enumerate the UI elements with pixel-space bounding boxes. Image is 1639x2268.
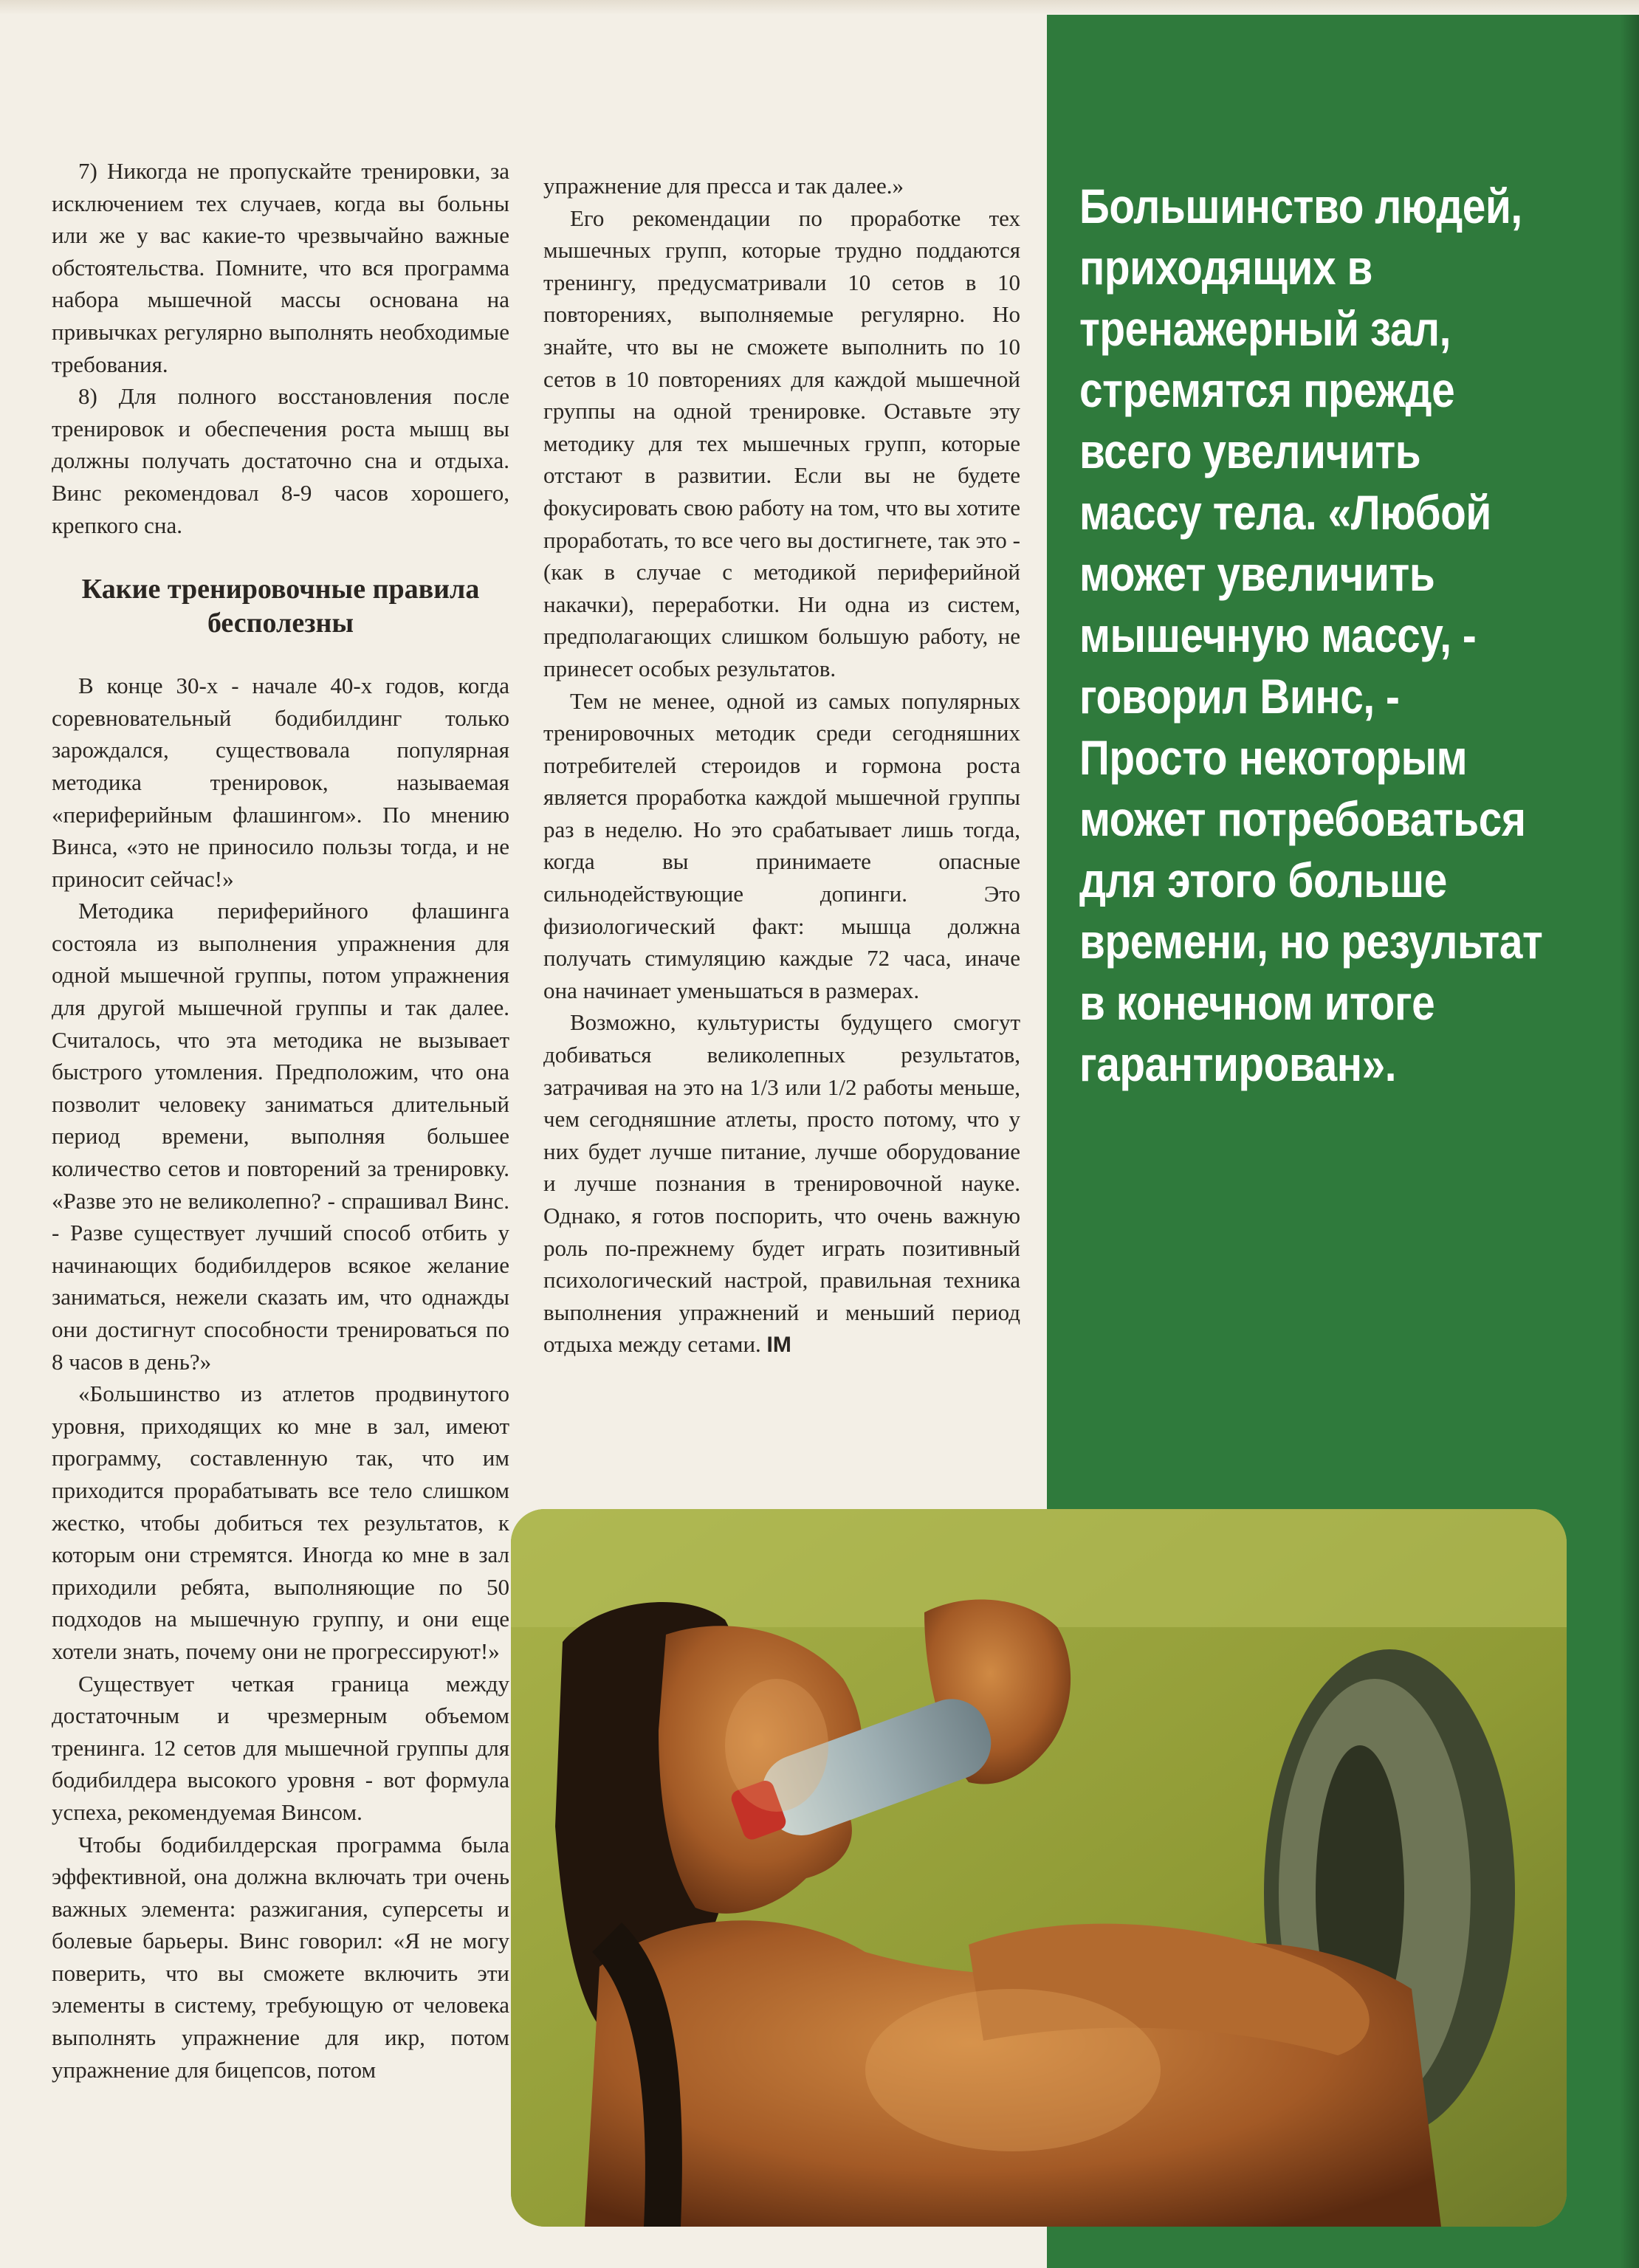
left-text-column	[52, 155, 509, 2086]
paragraph: 8) Для полного восстановления после тренировок и обеспечения роста мышц вы должны получать достаточно сна и отдыха. Винс рекомендовал 8-9 часов хорошего, крепкого сна.	[52, 383, 509, 538]
paragraph-text: Возможно, культуристы будущего смогут добиваться великолепных результатов, затрачивая на это на 1/3 или 1/2 работы меньше, чем сегодняшние атлеты, просто потому, что у них будет лучше питание, лучше оборудование и лучше познания в тренировочной науке. Однако, я готов поспорить, что очень важную роль по-прежнему будет играть позитивный психологический настрой, правильная техника выполнения упражнений и меньший период отдыха между сетами.	[543, 1009, 1020, 1358]
paragraph: Существует четкая граница между достаточным и чрезмерным объемом тренинга. 12 сетов для мышечной группы для бодибилдера высокого уровня - вот формула успеха, рекомендуемая Винсом.	[52, 1670, 509, 1825]
paragraph: «Большинство из атлетов продвинутого уровня, приходящих ко мне в зал, имеют программу, составленную так, что им приходится прорабатывать все тело слишком жестко, чтобы добиться тех результатов, к которым они стремятся. Иногда ко мне в зал приходили ребята, выполняющие по 50 подходов на мышечную группу, и они еще хотели знать, почему они не прогрессируют!»	[52, 1381, 509, 1664]
middle-text-column	[543, 170, 1020, 1361]
paragraph	[543, 1006, 1020, 1361]
scan-edge	[0, 0, 1639, 15]
bodybuilder-photo	[511, 1509, 1567, 2227]
paragraph: Его рекомендации по проработке тех мышечных групп, которые трудно поддаются тренингу, предусматривали 10 сетов в 10 повторениях, выполняемые регулярно. Но знайте, что вы не сможете выполнить по 10 сетов в 10 повторениях для каждой мышечной группы на одной тренировке. Оставьте эту методику для тех мышечных групп, которые отстают в развитии. Если вы не будете фокусировать свою работу на том, что вы хотите проработать, то все чего вы достигнете, так это -(как в случае с методикой периферийной накачки), переработки. Ни одна из систем, предполагающих слишком большую работу, не принесет особых результатов.	[543, 205, 1020, 681]
paragraph: Чтобы бодибилдерская программа была эффективной, она должна включать три очень важных элемента: разжигания, суперсеты и болевые барьеры. Винс говорил: «Я не могу поверить, что вы сможете включить эти элементы в систему, требующую от человека выполнять упражнение для икр, потом упражнение для бицепсов, потом	[52, 1831, 509, 2083]
paragraph: 7) Никогда не пропускайте тренировки, за исключением тех случаев, когда вы больны или же у вас какие-то чрезвычайно важные обстоятельства. Помните, что вся программа набора мышечной массы основана на привычках регулярно выполнять необходимые требования.	[52, 158, 509, 377]
photo-illustration	[511, 1509, 1567, 2227]
paragraph: Тем не менее, одной из самых популярных тренировочных методик среди сегодняшних потребителей стероидов и гормона роста является проработка каждой мышечной группы раз в неделю. Но это срабатывает лишь тогда, когда вы принимаете опасные сильнодействующие допинги. Это физиологический факт: мышца должна получать стимуляцию каждые 72 часа, иначе она начинает уменьшаться в размерах.	[543, 687, 1020, 1003]
end-mark: IM	[766, 1333, 791, 1358]
paragraph: Методика периферийного флашинга состояла из выполнения упражнения для одной мышечной группы, потом упражнения для другой мышечной группы и так далее. Считалось, что эта методика не вызывает быстрого утомления. Предположим, что она позволит человеку заниматься длительный период времени, выполняя большее количество сетов и повторений за тренировку. «Разве это не великолепно? - спрашивал Винс. - Разве существует лучший способ отбить у начинающих бодибилдеров всякое желание заниматься, нежели сказать им, что однажды они достигнут способности тренироваться по 8 часов в день?»	[52, 898, 509, 1375]
paragraph: В конце 30-х - начале 40-х годов, когда соревновательный бодибилдинг только зарождался, существовала популярная методика тренировок, называемая «периферийным флашингом». По мнению Винса, «это не приносило пользы тогда, и не приносит сейчас!»	[52, 673, 509, 892]
pull-quote: Большинство людей, приходящих в тренажерный зал, стремятся прежде всего увеличить массу тела. «Любой может увеличить мышечную массу, - говорил Винс, - Просто некоторым может потребоваться для этого больше времени, но результат в конечном итоге гарантирован».	[1079, 179, 1543, 1091]
paragraph: упражнение для пресса и так далее.»	[543, 173, 904, 199]
section-heading: Какие тренировочные правила бесполезны	[81, 574, 480, 639]
